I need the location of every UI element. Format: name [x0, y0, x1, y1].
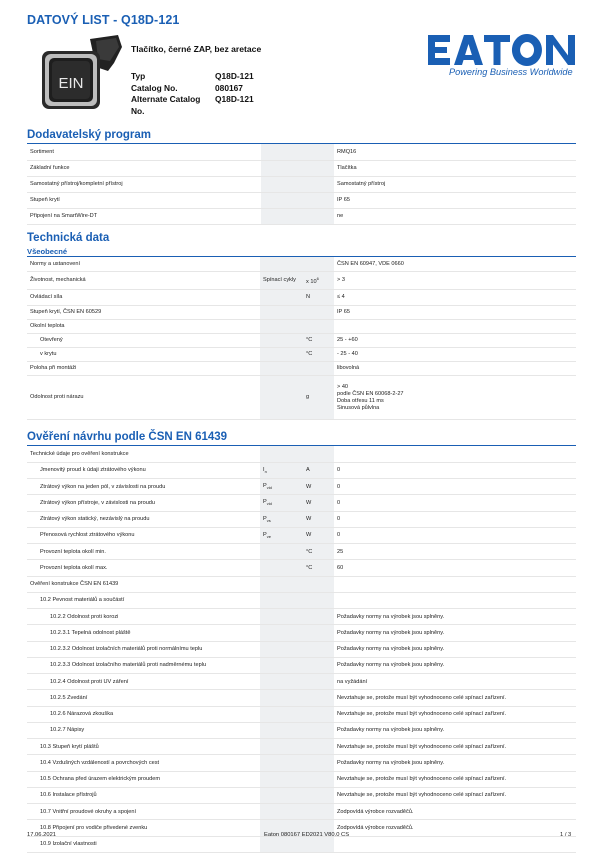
- table-row: [27, 289, 576, 305]
- row-symbol-subscript: n: [264, 468, 267, 474]
- row-desc: 10.2.6 Nárazová zkouška: [27, 706, 260, 722]
- row-symbol: [260, 544, 303, 560]
- product-pushbutton-image: [38, 33, 124, 111]
- row-unit: g: [303, 375, 334, 419]
- row-mid: [260, 289, 303, 305]
- row-desc: 10.2 Pevnost materiálů a součástí: [27, 592, 260, 608]
- section-title-overeni: Ověření návrhu podle ČSN EN 61439: [27, 431, 228, 443]
- row-symbol: [260, 739, 303, 755]
- row-unit-text: x 10: [306, 278, 317, 285]
- row-symbol: [260, 462, 303, 478]
- row-value: 25: [334, 544, 576, 560]
- table-row: [27, 319, 576, 333]
- row-desc: 10.2.3.3 Odolnost izolačního materiálů proti nadměrnému teplu: [27, 657, 260, 673]
- row-value: na vyžádání: [334, 674, 576, 690]
- row-unit: [303, 609, 334, 625]
- section-subtitle-vseobecne: Všeobecné: [27, 247, 68, 256]
- row-desc: Okolní teplota: [27, 319, 260, 333]
- row-value: [334, 446, 576, 462]
- row-symbol: [260, 609, 303, 625]
- row-symbol: [260, 674, 303, 690]
- table-row: [27, 305, 576, 319]
- row-value: libovolná: [334, 361, 576, 375]
- row-symbol-subscript: vid: [266, 485, 272, 491]
- row-symbol: [260, 641, 303, 657]
- footer-page: 1 / 3: [560, 832, 572, 838]
- row-value: 0: [334, 527, 576, 543]
- row-symbol: [260, 787, 303, 803]
- row-value: [334, 576, 576, 592]
- row-unit: °C: [303, 347, 334, 361]
- row-unit: [303, 271, 334, 289]
- table-row: [27, 690, 576, 706]
- info-value-type: Q18D-121: [215, 71, 254, 81]
- row-symbol: [260, 804, 303, 820]
- info-value-alt-catalog: Q18D-121: [215, 94, 254, 104]
- row-desc: Samostatný přístroj/kompletní přístroj: [27, 176, 261, 192]
- row-symbol-text: P: [263, 483, 267, 490]
- info-key-catalog: Catalog No.: [131, 82, 178, 93]
- row-desc: 10.2.3.2 Odolnost izolačních materiálů proti normálnímu teplu: [27, 641, 260, 657]
- table-row: [27, 375, 576, 419]
- row-desc: Provozní teplota okolí max.: [27, 560, 260, 576]
- row-mid: [260, 319, 303, 333]
- table-row: [27, 271, 576, 289]
- info-value-catalog: 080167: [215, 82, 243, 93]
- row-unit-exponent: 6: [316, 275, 319, 281]
- row-value: 0: [334, 462, 576, 478]
- row-mid: [261, 208, 334, 224]
- row-desc: Připojení na SmartWire-DT: [27, 208, 261, 224]
- row-desc: 10.6 Instalace přístrojů: [27, 787, 260, 803]
- section-title-dodavatelsky: Dodavatelský program: [27, 129, 151, 141]
- row-unit: W: [303, 511, 334, 527]
- row-symbol: [260, 690, 303, 706]
- row-unit: °C: [303, 333, 334, 347]
- table-row: [27, 333, 576, 347]
- table-row: [27, 192, 576, 208]
- table-row: [27, 560, 576, 576]
- table-row: [27, 257, 576, 271]
- row-desc: 10.7 Vnitřní proudové okruhy a spojení: [27, 804, 260, 820]
- row-symbol: [260, 479, 303, 495]
- row-value: ≤ 4: [334, 289, 576, 305]
- row-symbol: [260, 511, 303, 527]
- row-mid: [260, 305, 303, 319]
- row-value: Požadavky normy na výrobek jsou splněny.: [334, 609, 576, 625]
- row-value-line: > 40: [337, 383, 349, 390]
- row-unit: [303, 641, 334, 657]
- row-desc: 10.5 Ochrana před úrazem elektrickým proudem: [27, 771, 260, 787]
- row-symbol: [260, 755, 303, 771]
- row-desc: 10.2.5 Zvedání: [27, 690, 260, 706]
- row-desc: Ztrátový výkon na jeden pól, v závislosti na proudu: [27, 479, 260, 495]
- row-desc: Otevřený: [27, 333, 260, 347]
- row-desc: Ztrátový výkon přístroje, v závislosti na proudu: [27, 495, 260, 511]
- table-row: [27, 674, 576, 690]
- row-unit: [303, 804, 334, 820]
- row-desc: Jmenovitý proud k údaji ztrátového výkonu: [27, 462, 260, 478]
- table-technicka: [27, 257, 576, 420]
- row-value: Požadavky normy na výrobek jsou splněny.: [334, 657, 576, 673]
- row-mid: [260, 375, 303, 419]
- row-value: Nevztahuje se, protože musí být vyhodnoceno celé spínací zařízení.: [334, 739, 576, 755]
- row-value-line: Sinusová půlvlna: [337, 405, 380, 412]
- row-value: Zodpovídá výrobce rozvaděčů.: [334, 804, 576, 820]
- row-desc: Stupeň krytí: [27, 192, 261, 208]
- row-value: ne: [334, 208, 576, 224]
- row-desc: 10.2.3.1 Tepelná odolnost pláště: [27, 625, 260, 641]
- table-row: [27, 208, 576, 224]
- row-unit: [303, 755, 334, 771]
- row-symbol-text: I: [263, 466, 265, 473]
- row-value: 25 - +60: [334, 333, 576, 347]
- row-symbol: [260, 446, 303, 462]
- page-title: DATOVÝ LIST - Q18D-121: [27, 13, 180, 27]
- row-desc: 10.9 Izolační vlastnosti: [27, 836, 260, 852]
- row-symbol: [260, 771, 303, 787]
- row-symbol-text: P: [263, 499, 267, 506]
- row-desc: Technické údaje pro ověření konstrukce: [27, 446, 260, 462]
- row-symbol: [260, 560, 303, 576]
- row-mid: [261, 176, 334, 192]
- row-desc: 10.3 Stupeň krytí pláštů: [27, 739, 260, 755]
- table-row: [27, 144, 576, 160]
- row-value: Požadavky normy na výrobek jsou splněny.: [334, 625, 576, 641]
- row-unit: [303, 657, 334, 673]
- table-overeni: [27, 446, 576, 853]
- row-value: [334, 592, 576, 608]
- row-value: Nevztahuje se, protože musí být vyhodnoceno celé spínací zařízení.: [334, 690, 576, 706]
- table-row: [27, 160, 576, 176]
- row-value: IP 65: [334, 305, 576, 319]
- row-unit: [303, 592, 334, 608]
- row-desc: 10.2.2 Odolnost proti korozi: [27, 609, 260, 625]
- row-desc: Provozní teplota okolí min.: [27, 544, 260, 560]
- row-unit: °C: [303, 544, 334, 560]
- row-unit: [303, 319, 334, 333]
- row-desc: Ztrátový výkon statický, nezávislý na proudu: [27, 511, 260, 527]
- row-unit: [303, 706, 334, 722]
- row-unit: [303, 361, 334, 375]
- row-value: Požadavky normy na výrobek jsou splněny.: [334, 755, 576, 771]
- section-title-technicka: Technická data: [27, 232, 110, 244]
- table-row: [27, 641, 576, 657]
- row-unit: [303, 305, 334, 319]
- row-symbol: [260, 625, 303, 641]
- table-row: [27, 739, 576, 755]
- table-row: [27, 446, 576, 462]
- table-row: [27, 804, 576, 820]
- row-value-line: podle ČSN EN 60068-2-27: [337, 390, 404, 397]
- footer-center: Eaton 080167 ED2021 V80.0 CS: [264, 832, 350, 838]
- row-desc: 10.8 Připojení pro vodiče přivedené zvenku: [27, 820, 260, 836]
- row-desc: 10.2.7 Nápisy: [27, 722, 260, 738]
- table-dodavatelsky: [27, 144, 576, 225]
- table-row: [27, 347, 576, 361]
- row-symbol: [260, 495, 303, 511]
- row-value: Požadavky normy na výrobek jsou splněny.: [334, 641, 576, 657]
- row-unit: [303, 722, 334, 738]
- row-value: Nevztahuje se, protože musí být vyhodnoceno celé spínací zařízení.: [334, 706, 576, 722]
- row-desc: Odolnost proti nárazu: [27, 375, 260, 419]
- info-key-type: Typ: [131, 71, 146, 81]
- table-row: [27, 592, 576, 608]
- row-symbol: [260, 706, 303, 722]
- row-value-line: Doba otřesu 11 ms: [337, 398, 384, 404]
- table-row: [27, 176, 576, 192]
- table-row: [27, 527, 576, 543]
- row-mid: Spínací cykly: [260, 271, 303, 289]
- row-value: [334, 319, 576, 333]
- row-value: Tlačítka: [334, 160, 576, 176]
- row-unit: N: [303, 289, 334, 305]
- table-row: [27, 771, 576, 787]
- row-mid: [261, 192, 334, 208]
- row-symbol: [260, 527, 303, 543]
- row-value: ČSN EN 60947, VDE 0660: [334, 257, 576, 271]
- row-desc: 10.4 Vzdušných vzdáleností a povrchových cest: [27, 755, 260, 771]
- row-value: Nevztahuje se, protože musí být vyhodnoceno celé spínací zařízení.: [334, 787, 576, 803]
- table-row: [27, 361, 576, 375]
- logo-tagline: Powering Business Worldwide: [449, 67, 573, 77]
- row-unit: [303, 771, 334, 787]
- info-key-alt-catalog: Alternate Catalog No.: [131, 94, 201, 116]
- row-symbol-subscript: vid: [266, 501, 272, 507]
- row-mid: [260, 257, 303, 271]
- row-unit: W: [303, 495, 334, 511]
- row-mid: [260, 361, 303, 375]
- table-row: [27, 787, 576, 803]
- row-desc: Ovládací síla: [27, 289, 260, 305]
- row-unit: W: [303, 527, 334, 543]
- row-value: IP 65: [334, 192, 576, 208]
- row-desc: Přenosová rychlost ztrátového výkonu: [27, 527, 260, 543]
- row-desc: Ověření konstrukce ČSN EN 61439: [27, 576, 260, 592]
- row-symbol-text: P: [263, 515, 267, 522]
- row-unit: [303, 690, 334, 706]
- row-value: 0: [334, 495, 576, 511]
- row-symbol: [260, 657, 303, 673]
- footer-date: 17.06.2021: [27, 832, 57, 838]
- row-symbol: [260, 592, 303, 608]
- table-row: [27, 657, 576, 673]
- product-image-label: EIN: [58, 75, 84, 92]
- row-value: Samostatný přístroj: [334, 176, 576, 192]
- row-desc: 10.2.4 Odolnost proti UV záření: [27, 674, 260, 690]
- product-subtitle: Tlačítko, černé ZAP, bez aretace: [131, 44, 262, 54]
- row-desc: Normy a ustanovení: [27, 257, 260, 271]
- row-unit: [303, 576, 334, 592]
- row-unit: [303, 625, 334, 641]
- table-row: [27, 706, 576, 722]
- row-unit: [303, 446, 334, 462]
- row-unit: [303, 674, 334, 690]
- product-info: [131, 71, 275, 117]
- table-row: [27, 722, 576, 738]
- row-unit: °C: [303, 560, 334, 576]
- row-symbol: [260, 576, 303, 592]
- row-desc: Sortiment: [27, 144, 261, 160]
- row-unit: [303, 739, 334, 755]
- row-desc: Základní funkce: [27, 160, 261, 176]
- table-row: [27, 755, 576, 771]
- row-desc: Stupeň krytí, ČSN EN 60529: [27, 305, 260, 319]
- row-symbol-subscript: vs: [266, 517, 271, 523]
- row-value: 60: [334, 560, 576, 576]
- row-value: - 25 - 40: [334, 347, 576, 361]
- table-row: [27, 479, 576, 495]
- row-unit: A: [303, 462, 334, 478]
- table-row: [27, 576, 576, 592]
- row-unit: [303, 787, 334, 803]
- row-value: > 3: [334, 271, 576, 289]
- row-symbol: [260, 722, 303, 738]
- row-value: 0: [334, 511, 576, 527]
- row-value: [334, 375, 576, 419]
- row-value: 0: [334, 479, 576, 495]
- row-desc: Životnost, mechanická: [27, 271, 260, 289]
- row-unit: [303, 257, 334, 271]
- row-symbol-subscript: ve: [266, 533, 271, 539]
- row-mid: [261, 160, 334, 176]
- row-mid: [261, 144, 334, 160]
- row-symbol-text: P: [263, 531, 267, 538]
- table-row: [27, 462, 576, 478]
- table-row: [27, 511, 576, 527]
- table-row: [27, 495, 576, 511]
- row-desc: Poloha při montáži: [27, 361, 260, 375]
- row-mid: [260, 347, 303, 361]
- row-mid: [260, 333, 303, 347]
- row-desc: v krytu: [27, 347, 260, 361]
- table-row: [27, 544, 576, 560]
- row-value: RMQ16: [334, 144, 576, 160]
- table-row: [27, 609, 576, 625]
- row-value: Zodpovídá výrobce rozvaděčů.: [334, 820, 576, 836]
- row-value: Nevztahuje se, protože musí být vyhodnoceno celé spínací zařízení.: [334, 771, 576, 787]
- row-value: Požadavky normy na výrobek jsou splněny.: [334, 722, 576, 738]
- table-row: [27, 625, 576, 641]
- row-unit: W: [303, 479, 334, 495]
